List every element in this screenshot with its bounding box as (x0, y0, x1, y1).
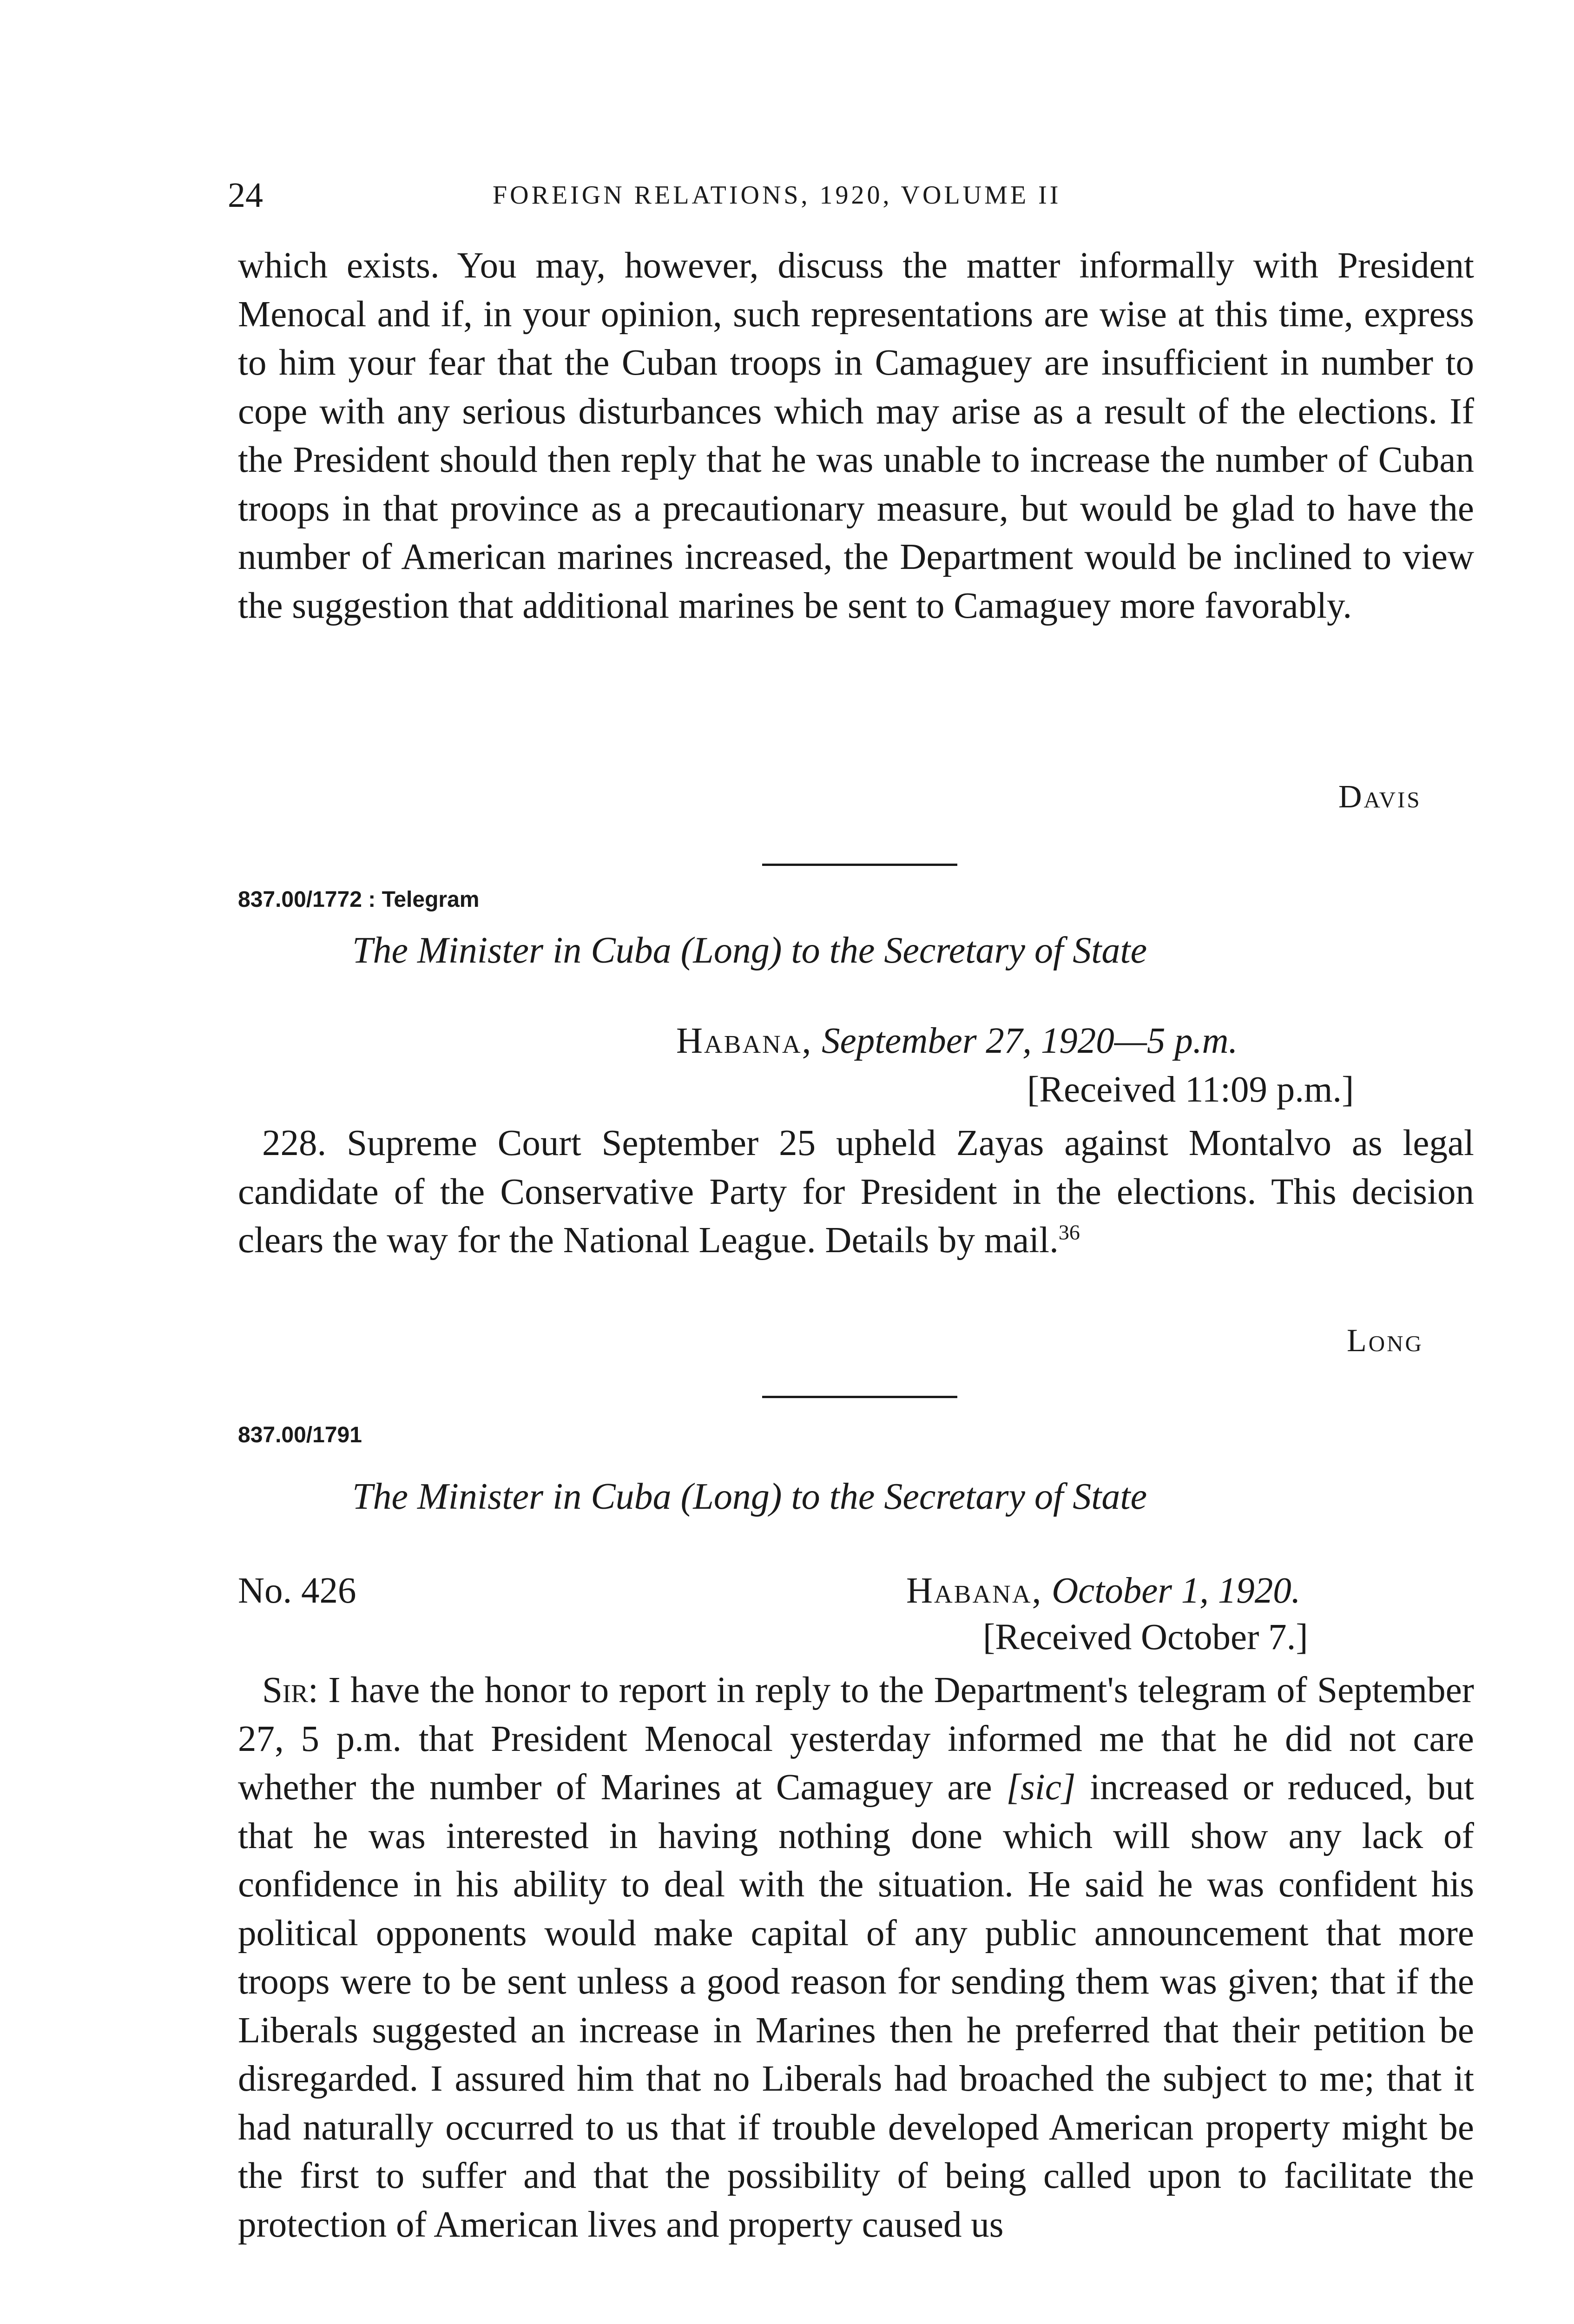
file-reference-2: 837.00/1791 (238, 1423, 362, 1447)
despatch-paragraph (238, 1666, 1474, 2249)
despatch-body (238, 1666, 1474, 2249)
continued-paragraph (238, 242, 1474, 630)
section-divider (762, 864, 957, 866)
dateline-place-2: Habana, (906, 1571, 1043, 1611)
telegram-paragraph (238, 1119, 1474, 1265)
signature-davis: Davis (1338, 779, 1422, 815)
document-title-1: The Minister in Cuba (Long) to the Secretary of State (352, 930, 1147, 971)
section-divider (762, 1396, 957, 1398)
dateline-date-2: October 1, 1920. (1052, 1571, 1301, 1611)
despatch-text-2: increased or reduced, but that he was interested in having nothing done which will show any lack of confidence in his ability to deal with the situation. He said he was confident his political opponents would make capital of any public announcement that more troops were to be sent unless a good reason for sending them was given; that if the Liberals suggested an increase in Marines then he preferred that their petition be disregarded. I assured him that no Liberals had broached the subject to me; that it had naturally occurred to us that if trouble developed American property might be the first to suffer and that the possibility of being called upon to facilitate the protection of American lives and property caused us (238, 1767, 1475, 2245)
telegram-body (238, 1119, 1474, 1265)
received-note-1: [Received 11:09 p.m.] (1027, 1070, 1354, 1110)
dateline-place-1: Habana, (676, 1021, 813, 1061)
telegram-text: 228. Supreme Court September 25 upheld Zayas against Montalvo as legal candidate of the Conservative Party for President in the elections. This decision clears the way for the National League. Details by mail. (238, 1123, 1474, 1261)
salutation: Sir: (262, 1670, 318, 1710)
dateline-2 (906, 1570, 1301, 1612)
despatch-text-1: I have the honor to report in reply to the Department's telegram of September 27, 5 p.m. that President Menocal yesterday informed me that he did not care whether the number of Marines at Camaguey are (238, 1670, 1474, 1808)
file-reference-1: 837.00/1772 : Telegram (238, 887, 480, 912)
sic-note: [sic] (1006, 1767, 1076, 1808)
received-note-2: [Received October 7.] (983, 1617, 1308, 1657)
running-head (228, 167, 1482, 223)
continued-paragraph-text: which exists. You may, however, discuss the matter informally with President Menocal and if, in your opinion, such representations are wise at this time, express to him your fear that the Cuban troops in Camaguey are insufficient in number to cope with any serious disturbances which may arise as a result of the elections. If the President should then reply that he was unable to increase the number of Cuban troops in that province as a precautionary measure, but would be glad to have the number of American marines increased, the Department would be inclined to view the suggestion that additional marines be sent to Camaguey more favorably. (238, 245, 1474, 626)
document-title-2: The Minister in Cuba (Long) to the Secretary of State (352, 1476, 1147, 1517)
page-number: 24 (228, 176, 263, 215)
despatch-number: No. 426 (238, 1571, 356, 1611)
header-title: FOREIGN RELATIONS, 1920, VOLUME II (493, 181, 1061, 210)
dateline-date-1: September 27, 1920—5 p.m. (822, 1021, 1238, 1061)
footnote-reference: 36 (1058, 1220, 1080, 1244)
dateline-1 (676, 1020, 1238, 1062)
signature-long: Long (1347, 1323, 1423, 1359)
